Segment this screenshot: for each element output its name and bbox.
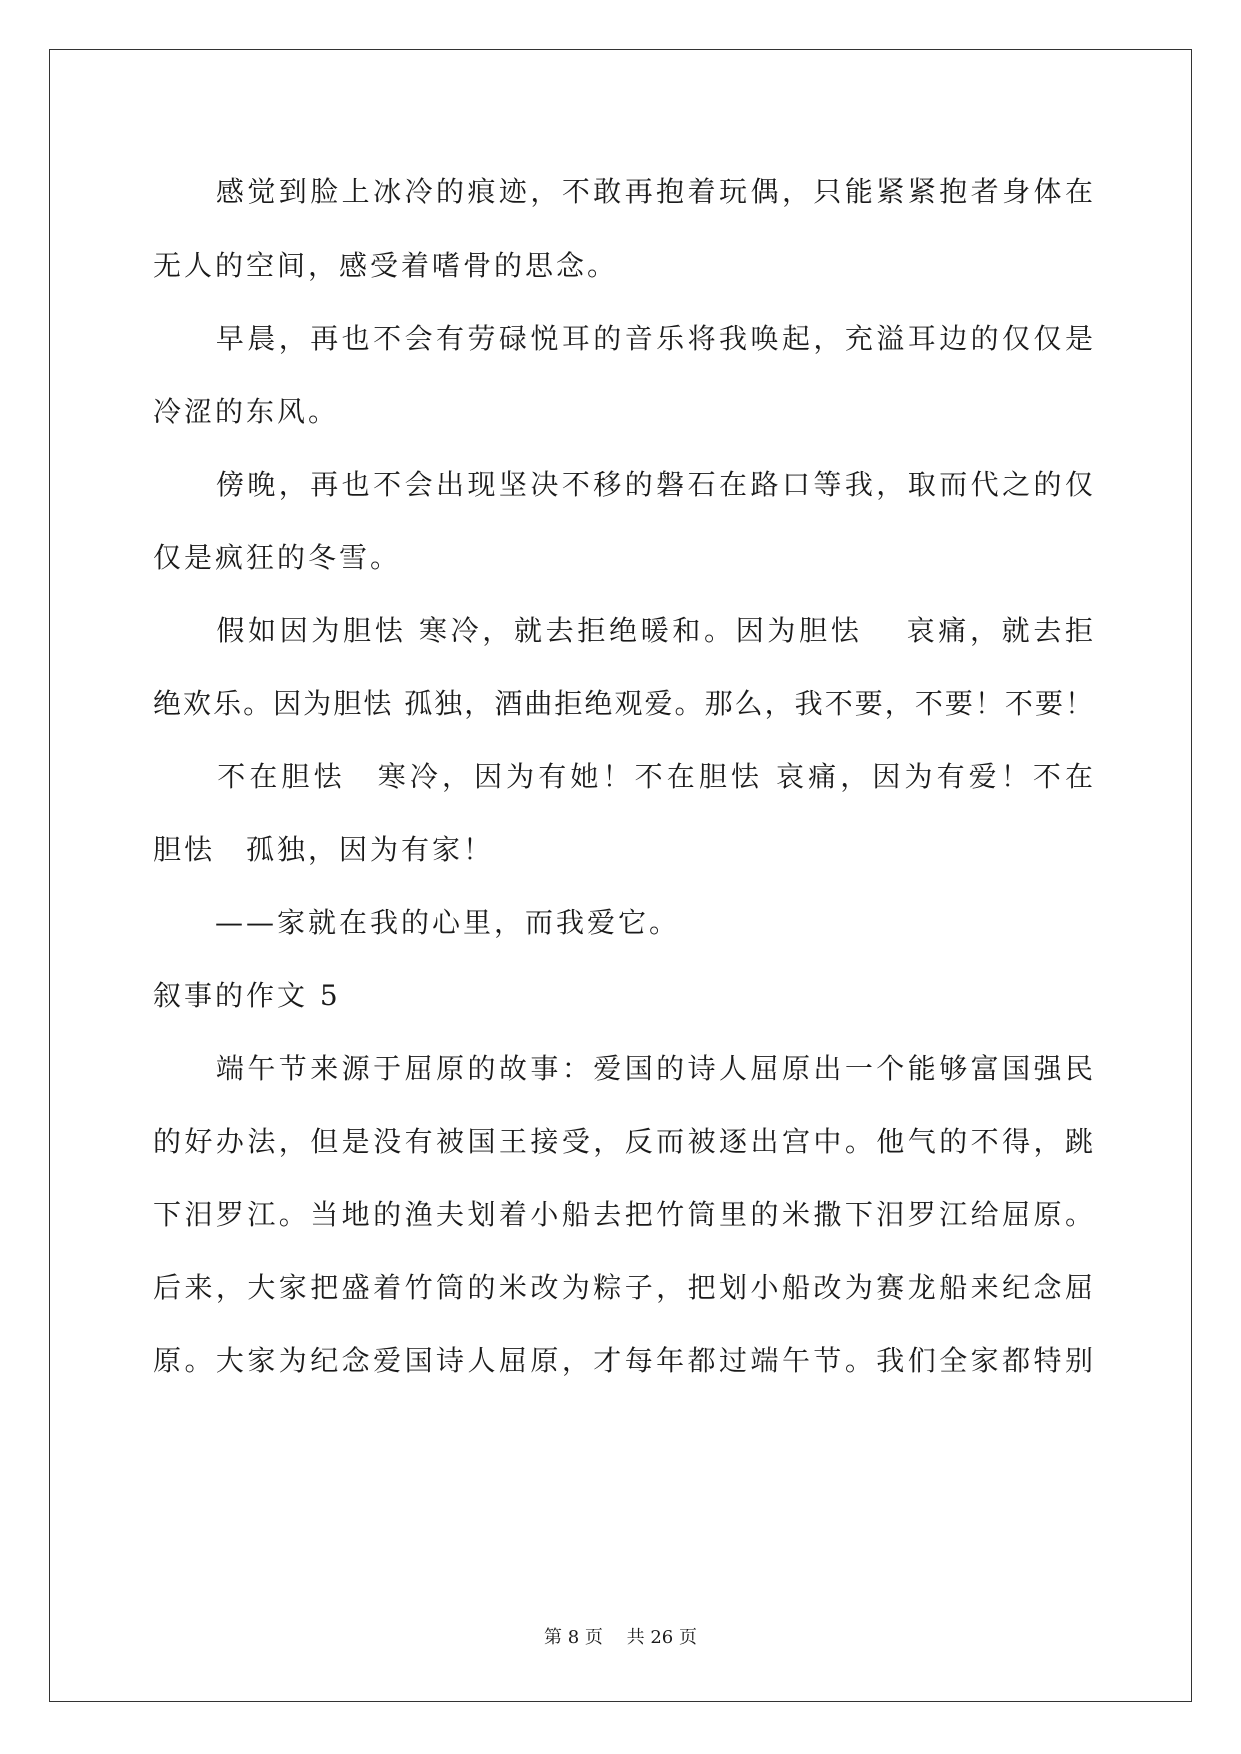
section-heading: 叙事的作文 5 (153, 979, 341, 1012)
paragraph-line: ——家就在我的心里，而我爱它。 (153, 906, 681, 939)
paragraph-line: 原。大家为纪念爱国诗人屈原，才每年都过端午节。我们全家都特别 (153, 1344, 1093, 1377)
paragraph-line: 不在胆怯 寒冷，因为有她！不在胆怯 哀痛，因为有爱！不在 (153, 760, 1093, 793)
page-number-footer: 第 8 页 共 26 页 (544, 1627, 697, 1648)
paragraph-line: 端午节来源于屈原的故事：爱国的诗人屈原出一个能够富国强民 (153, 1052, 1093, 1085)
paragraph-line: 假如因为胆怯 寒冷，就去拒绝暖和。因为胆怯 哀痛，就去拒 (153, 614, 1093, 647)
paragraph-line: 冷涩的东风。 (153, 395, 340, 428)
paragraph-line: 的好办法，但是没有被国王接受，反而被逐出宫中。他气的不得，跳 (153, 1125, 1093, 1158)
page-border (49, 49, 1192, 1702)
paragraph-line: 后来，大家把盛着竹筒的米改为粽子，把划小船改为赛龙船来纪念屈 (153, 1271, 1093, 1304)
paragraph-line: 仅是疯狂的冬雪。 (153, 541, 402, 574)
paragraph-line: 绝欢乐。因为胆怯 孤独，酒曲拒绝观爱。那么，我不要，不要！不要！ (153, 687, 1093, 720)
paragraph-line: 早晨，再也不会有劳碌悦耳的音乐将我唤起，充溢耳边的仅仅是 (153, 322, 1093, 355)
paragraph-line: 无人的空间，感受着嗜骨的思念。 (153, 249, 619, 282)
paragraph-line: 感觉到脸上冰冷的痕迹，不敢再抱着玩偶，只能紧紧抱者身体在 (153, 175, 1093, 208)
paragraph-line: 傍晚，再也不会出现坚决不移的磐石在路口等我，取而代之的仅 (153, 468, 1093, 501)
paragraph-line: 胆怯 孤独，因为有家！ (153, 833, 495, 866)
paragraph-line: 下汨罗江。当地的渔夫划着小船去把竹筒里的米撒下汨罗江给屈原。 (153, 1198, 1093, 1231)
